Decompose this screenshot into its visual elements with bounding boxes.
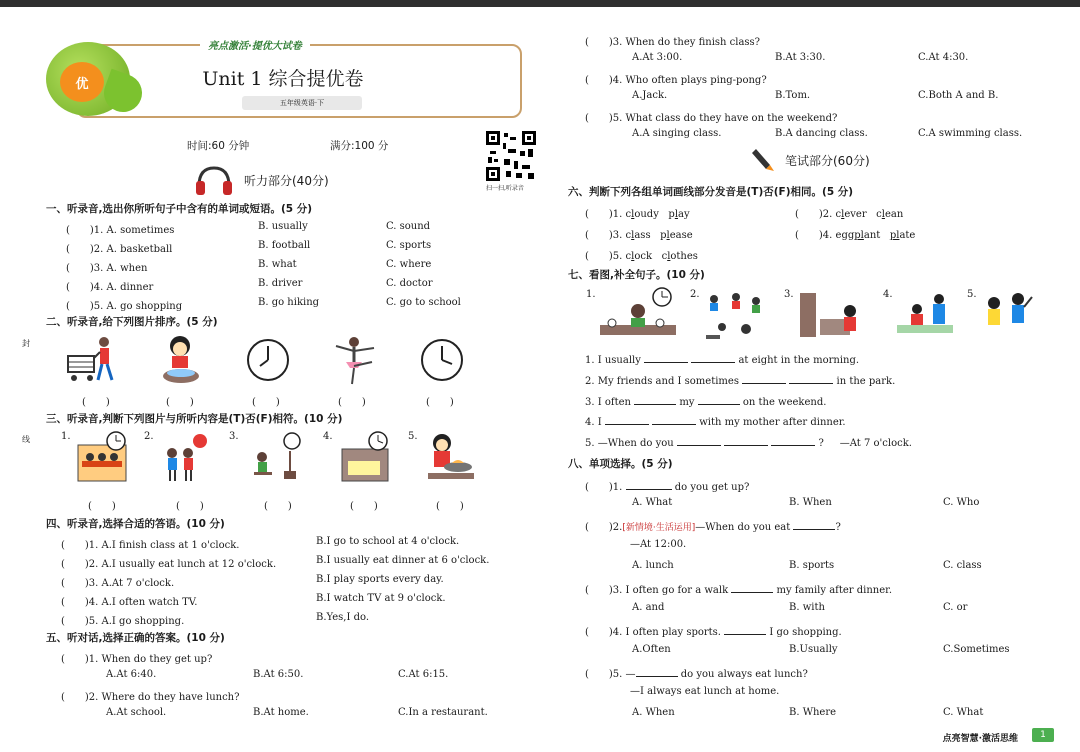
s8-q5-blank[interactable] [636,667,678,677]
s4-row-1-option-b[interactable]: B.I go to school at 4 o'clock. [316,536,460,547]
s8-q5-text: do you always eat lunch? [680,669,808,680]
s8-q1-blank[interactable] [626,480,672,490]
word-underlined: l [631,230,635,241]
s4-row-4-option-a[interactable]: ( )4. A.I often watch TV. [61,597,198,608]
s8-q3-text-a: ( )3. I often go for a walk [585,585,729,596]
family-picture [895,289,955,347]
word-suffix: ever [844,209,867,220]
s8-q4-blank[interactable] [724,625,766,635]
s8-q1-option-b[interactable]: B. When [789,497,832,508]
s7-sentence-1 [585,353,859,366]
blank-2[interactable] [691,353,735,363]
kids-waving-picture [978,289,1038,347]
s3-answer-1[interactable]: ( ) [88,501,116,512]
s3-num-2: 2. [144,431,154,442]
s2-answer-1[interactable]: ( ) [82,397,110,408]
s8-q4-option-c[interactable]: C.Sometimes [943,644,1010,655]
s5-q4-option-a[interactable]: A.Jack. [632,90,668,101]
s6-item-num: ( )4. [795,230,833,241]
blank-1[interactable] [634,395,676,405]
s6-item-1 [585,205,690,220]
word-prefix: c [625,230,632,241]
s5-q3-option-c[interactable]: C.At 4:30. [918,52,969,63]
s8-q2-option-c[interactable]: C. class [943,560,982,571]
section-4-title: 四、听录音,选择合适的答语。(10 分) [46,518,225,530]
s8-q1-num: ( )1. [585,482,623,493]
s8-q5-option-a[interactable]: A. When [632,707,675,718]
s6-word-2 [662,251,698,262]
s8-q3-option-b[interactable]: B. with [789,602,825,613]
s3-num-5: 5. [408,431,418,442]
s8-q5 [585,665,808,680]
word-prefix: c [625,251,632,262]
s3-answer-3[interactable]: ( ) [264,501,292,512]
page-title: Unit 1 综合提优卷 [202,68,364,90]
s2-answer-5[interactable]: ( ) [426,397,454,408]
sentence-end: at eight in the morning. [738,355,860,366]
s8-q5-num: ( )5. — [585,669,636,680]
shopping-cart-picture [66,334,120,390]
word-prefix: c [625,209,632,220]
word-suffix: ant [863,230,881,241]
s1-row-5-option-b[interactable]: B. go hiking [258,297,320,308]
s3-num-4: 4. [323,431,333,442]
s8-q1-option-a[interactable]: A. What [632,497,673,508]
word-prefix: c [876,209,882,220]
s5-q1-option-c[interactable]: C.At 6:15. [398,669,449,680]
bedroom-clock-picture [340,431,394,487]
s5-q1-option-b[interactable]: B.At 6:50. [253,669,304,680]
s5-q4-option-c[interactable]: C.Both A and B. [918,90,999,101]
s3-answer-5[interactable]: ( ) [436,501,464,512]
s8-q3-blank[interactable] [731,583,773,593]
s8-q2 [585,518,841,533]
s6-item-num: ( )3. [585,230,623,241]
section-5-title: 五、听对话,选择正确的答案。(10 分) [46,632,225,644]
s2-answer-3[interactable]: ( ) [252,397,280,408]
s7-num-3: 3. [784,289,794,300]
pen-icon [752,145,776,177]
s8-q2-option-b[interactable]: B. sports [789,560,835,571]
word-underlined: l [666,230,670,241]
sentence-start: 1. I usually [585,355,641,366]
s6-word-1 [626,251,653,262]
word-suffix: oudy [634,209,659,220]
s8-q2-text: —When do you eat [695,522,791,533]
s7-num-1: 1. [586,289,596,300]
sentence-start: 3. I often [585,397,631,408]
s6-word-2 [668,209,689,220]
s3-num-1: 1. [61,431,71,442]
s6-word-1 [626,230,651,241]
s5-q5-option-a[interactable]: A.A singing class. [632,128,722,139]
blank-1[interactable] [742,374,786,384]
s8-q3-text-b: my family after dinner. [776,585,893,596]
word-suffix: ean [884,209,904,220]
s5-q1-option-a[interactable]: A.At 6:40. [106,669,157,680]
word-prefix: p [660,230,667,241]
footer-slogan: 点亮智慧·激活思维 [942,734,1018,744]
s8-q1-text: do you get up? [674,482,750,493]
word-prefix: c [835,209,842,220]
s8-q2-blank[interactable] [793,520,835,530]
s8-q2-answer-line: —At 12:00. [630,539,687,550]
time-limit: 时间:60 分钟 [187,140,250,152]
writing-section-header: 笔试部分(60分) [785,154,870,168]
s4-row-5-option-a[interactable]: ( )5. A.I go shopping. [61,616,185,627]
s1-row-4-option-a[interactable]: ( )4. A. dinner [66,282,154,293]
s5-q4-option-b[interactable]: B.Tom. [775,90,811,101]
s6-word-2 [890,230,916,241]
word-underlined: pl [854,230,864,241]
s8-q4 [585,623,842,638]
word-underlined: l [841,209,845,220]
s6-item-4 [795,226,915,241]
s6-item-num: ( )2. [795,209,833,220]
sentence-start: 5. —When do you [585,438,674,449]
s5-q1: ( )1. When do they get up? [61,654,213,665]
classroom-clock-picture [76,431,130,487]
word-suffix: ass [634,230,651,241]
section-3-title: 三、听录音,判断下列图片与所听内容是(T)否(F)相符。(10 分) [46,413,343,425]
s8-q3 [585,581,892,596]
s6-word-1 [836,209,867,220]
word-suffix: ock [634,251,653,262]
s8-q4-text-a: ( )4. I often play sports. [585,627,721,638]
section-2-title: 二、听录音,给下列图片排序。(5 分) [46,316,218,328]
blank-2[interactable] [789,374,833,384]
s8-q3-option-a[interactable]: A. and [632,602,665,613]
s1-row-2-option-a[interactable]: ( )2. A. basketball [66,244,173,255]
clock-picture-2 [420,338,464,386]
s6-word-1 [626,209,659,220]
s8-q5-answer-line: —I always eat lunch at home. [630,686,780,697]
word-suffix: ease [669,230,693,241]
sentence-end: —At 7 o'clock. [839,438,912,449]
s7-sentence-2 [585,374,895,387]
s6-item-2 [795,205,903,220]
s8-q2-tag: [新情境·生活运用] [622,523,696,533]
s6-item-num: ( )1. [585,209,623,220]
washing-clothes-picture [156,334,206,390]
blank-1[interactable] [677,436,721,446]
s8-q4-text-b: I go shopping. [769,627,842,638]
s5-q3-option-b[interactable]: B.At 3:30. [775,52,826,63]
s7-num-5: 5. [967,289,977,300]
sentence-start: 2. My friends and I sometimes [585,376,739,387]
grade-label: 五年级英语·下 [242,96,362,110]
title-banner [46,41,520,116]
girl-room-picture [796,289,866,347]
s3-answer-2[interactable]: ( ) [176,501,204,512]
question-mark: ? [818,438,824,449]
section-1-title: 一、听录音,选出你所听句子中含有的单词或短语。(5 分) [46,203,313,215]
section-6-title: 六、判断下列各组单词画线部分发音是(T)否(F)相同。(5 分) [568,186,854,198]
s4-row-3-option-a[interactable]: ( )3. A.At 7 o'clock. [61,578,175,589]
word-suffix: ay [678,209,690,220]
s1-row-2-option-c[interactable]: C. sports [386,240,432,251]
s8-q5-option-b[interactable]: B. Where [789,707,837,718]
word-underlined: l [881,209,885,220]
s8-q1-option-c[interactable]: C. Who [943,497,980,508]
s8-q4-option-a[interactable]: A.Often [632,644,671,655]
s5-q2-option-a[interactable]: A.At school. [106,707,167,718]
s6-item-3 [585,226,693,241]
park-kids-picture [702,289,772,347]
s4-row-4-option-b[interactable]: B.I watch TV at 9 o'clock. [316,593,446,604]
cooking-girl-picture [424,431,478,487]
blank-1[interactable] [605,415,649,425]
boy-tv-picture [250,431,304,487]
s8-q3-option-c[interactable]: C. or [943,602,968,613]
s8-q2-qmark: ? [835,522,841,533]
s5-q3-option-a[interactable]: A.At 3:00. [632,52,683,63]
word-prefix: c [661,251,668,262]
s8-q2-num: ( )2. [585,522,623,533]
s5-q2-option-b[interactable]: B.At home. [253,707,309,718]
s7-num-2: 2. [690,289,700,300]
s1-row-5-option-a[interactable]: ( )5. A. go shopping [66,301,183,312]
s1-row-4-option-b[interactable]: B. driver [258,278,303,289]
s5-q5-option-c[interactable]: C.A swimming class. [918,128,1023,139]
s5-q5-option-b[interactable]: B.A dancing class. [775,128,868,139]
s8-q5-option-c[interactable]: C. What [943,707,984,718]
word-underlined: l [631,209,635,220]
s8-q4-option-b[interactable]: B.Usually [789,644,838,655]
s5-q2-option-c[interactable]: C.In a restaurant. [398,707,488,718]
clock-picture-1 [246,338,290,386]
sentence-start: 4. I [585,417,602,428]
s7-sentence-3 [585,395,826,408]
badge-you: 优 [60,62,104,102]
headphones-icon [194,166,234,200]
s4-row-2-option-a[interactable]: ( )2. A.I usually eat lunch at 12 o'clock. [61,559,277,570]
blank-3[interactable] [771,436,815,446]
qr-caption: 扫一扫,听录音 [486,185,524,192]
word-suffix: othes [670,251,698,262]
s5-q3: ( )3. When do they finish class? [585,37,761,48]
s3-answer-4[interactable]: ( ) [350,501,378,512]
sentence-end: in the park. [836,376,896,387]
s2-answer-4[interactable]: ( ) [338,397,366,408]
word-underlined: l [667,251,671,262]
sentence-end: on the weekend. [742,397,827,408]
s3-num-3: 3. [229,431,239,442]
s4-row-1-option-a[interactable]: ( )1. A.I finish class at 1 o'clock. [61,540,240,551]
page-number: 1 [1032,728,1054,742]
word-prefix: egg [835,230,855,241]
s5-q4: ( )4. Who often plays ping-pong? [585,75,767,86]
sentence-end: with my mother after dinner. [699,417,846,428]
word-prefix: p [668,209,675,220]
top-edge [0,0,1080,7]
s5-q5: ( )5. What class do they have on the weekend? [585,113,838,124]
s6-word-2 [876,209,903,220]
s2-answer-2[interactable]: ( ) [166,397,194,408]
binding-mark-feng: 封 [22,339,30,348]
binding-mark-xian: 线 [22,435,30,444]
s1-row-3-option-a[interactable]: ( )3. A. when [66,263,148,274]
kids-sun-picture [158,431,212,487]
s1-row-1-option-c[interactable]: C. sound [386,221,431,232]
s8-q2-option-a[interactable]: A. lunch [632,560,674,571]
blank-2[interactable] [724,436,768,446]
breakfast-picture [598,287,678,347]
s1-row-3-option-b[interactable]: B. what [258,259,297,270]
s7-sentence-4 [585,415,846,428]
s4-row-2-option-b[interactable]: B.I usually eat dinner at 6 o'clock. [316,555,490,566]
s4-row-5-option-b[interactable]: B.Yes,I do. [316,612,370,623]
word-underlined: pl [889,230,900,241]
word-underlined: l [674,209,679,220]
series-name: 亮点激活·提优大试卷 [200,36,310,53]
section-8-title: 八、单项选择。(5 分) [568,458,673,470]
s5-q2: ( )2. Where do they have lunch? [61,692,240,703]
listening-section-header: 听力部分(40分) [244,174,329,188]
s1-row-2-option-b[interactable]: B. football [258,240,311,251]
dancer-picture [328,334,382,390]
blank-2[interactable] [652,415,696,425]
section-7-title: 七、看图,补全句子。(10 分) [568,269,705,281]
word-underlined: l [631,251,635,262]
s1-row-1-option-a[interactable]: ( )1. A. sometimes [66,225,175,236]
s6-item-5 [585,247,698,262]
s4-row-3-option-b[interactable]: B.I play sports every day. [316,574,444,585]
s1-row-3-option-c[interactable]: C. where [386,259,432,270]
s1-row-4-option-c[interactable]: C. doctor [386,278,433,289]
s6-word-1 [836,230,881,241]
word-suffix: ate [899,230,916,241]
s6-item-num: ( )5. [585,251,623,262]
blank-2[interactable] [698,395,740,405]
s7-sentence-5 [585,436,912,449]
s8-q1 [585,478,749,493]
blank-1[interactable] [644,353,688,363]
s1-row-1-option-b[interactable]: B. usually [258,221,308,232]
sentence-mid: my [679,397,695,408]
full-score: 满分:100 分 [330,140,389,152]
qr-code[interactable] [486,131,536,181]
s7-num-4: 4. [883,289,893,300]
s1-row-5-option-c[interactable]: C. go to school [386,297,461,308]
s6-word-2 [660,230,693,241]
